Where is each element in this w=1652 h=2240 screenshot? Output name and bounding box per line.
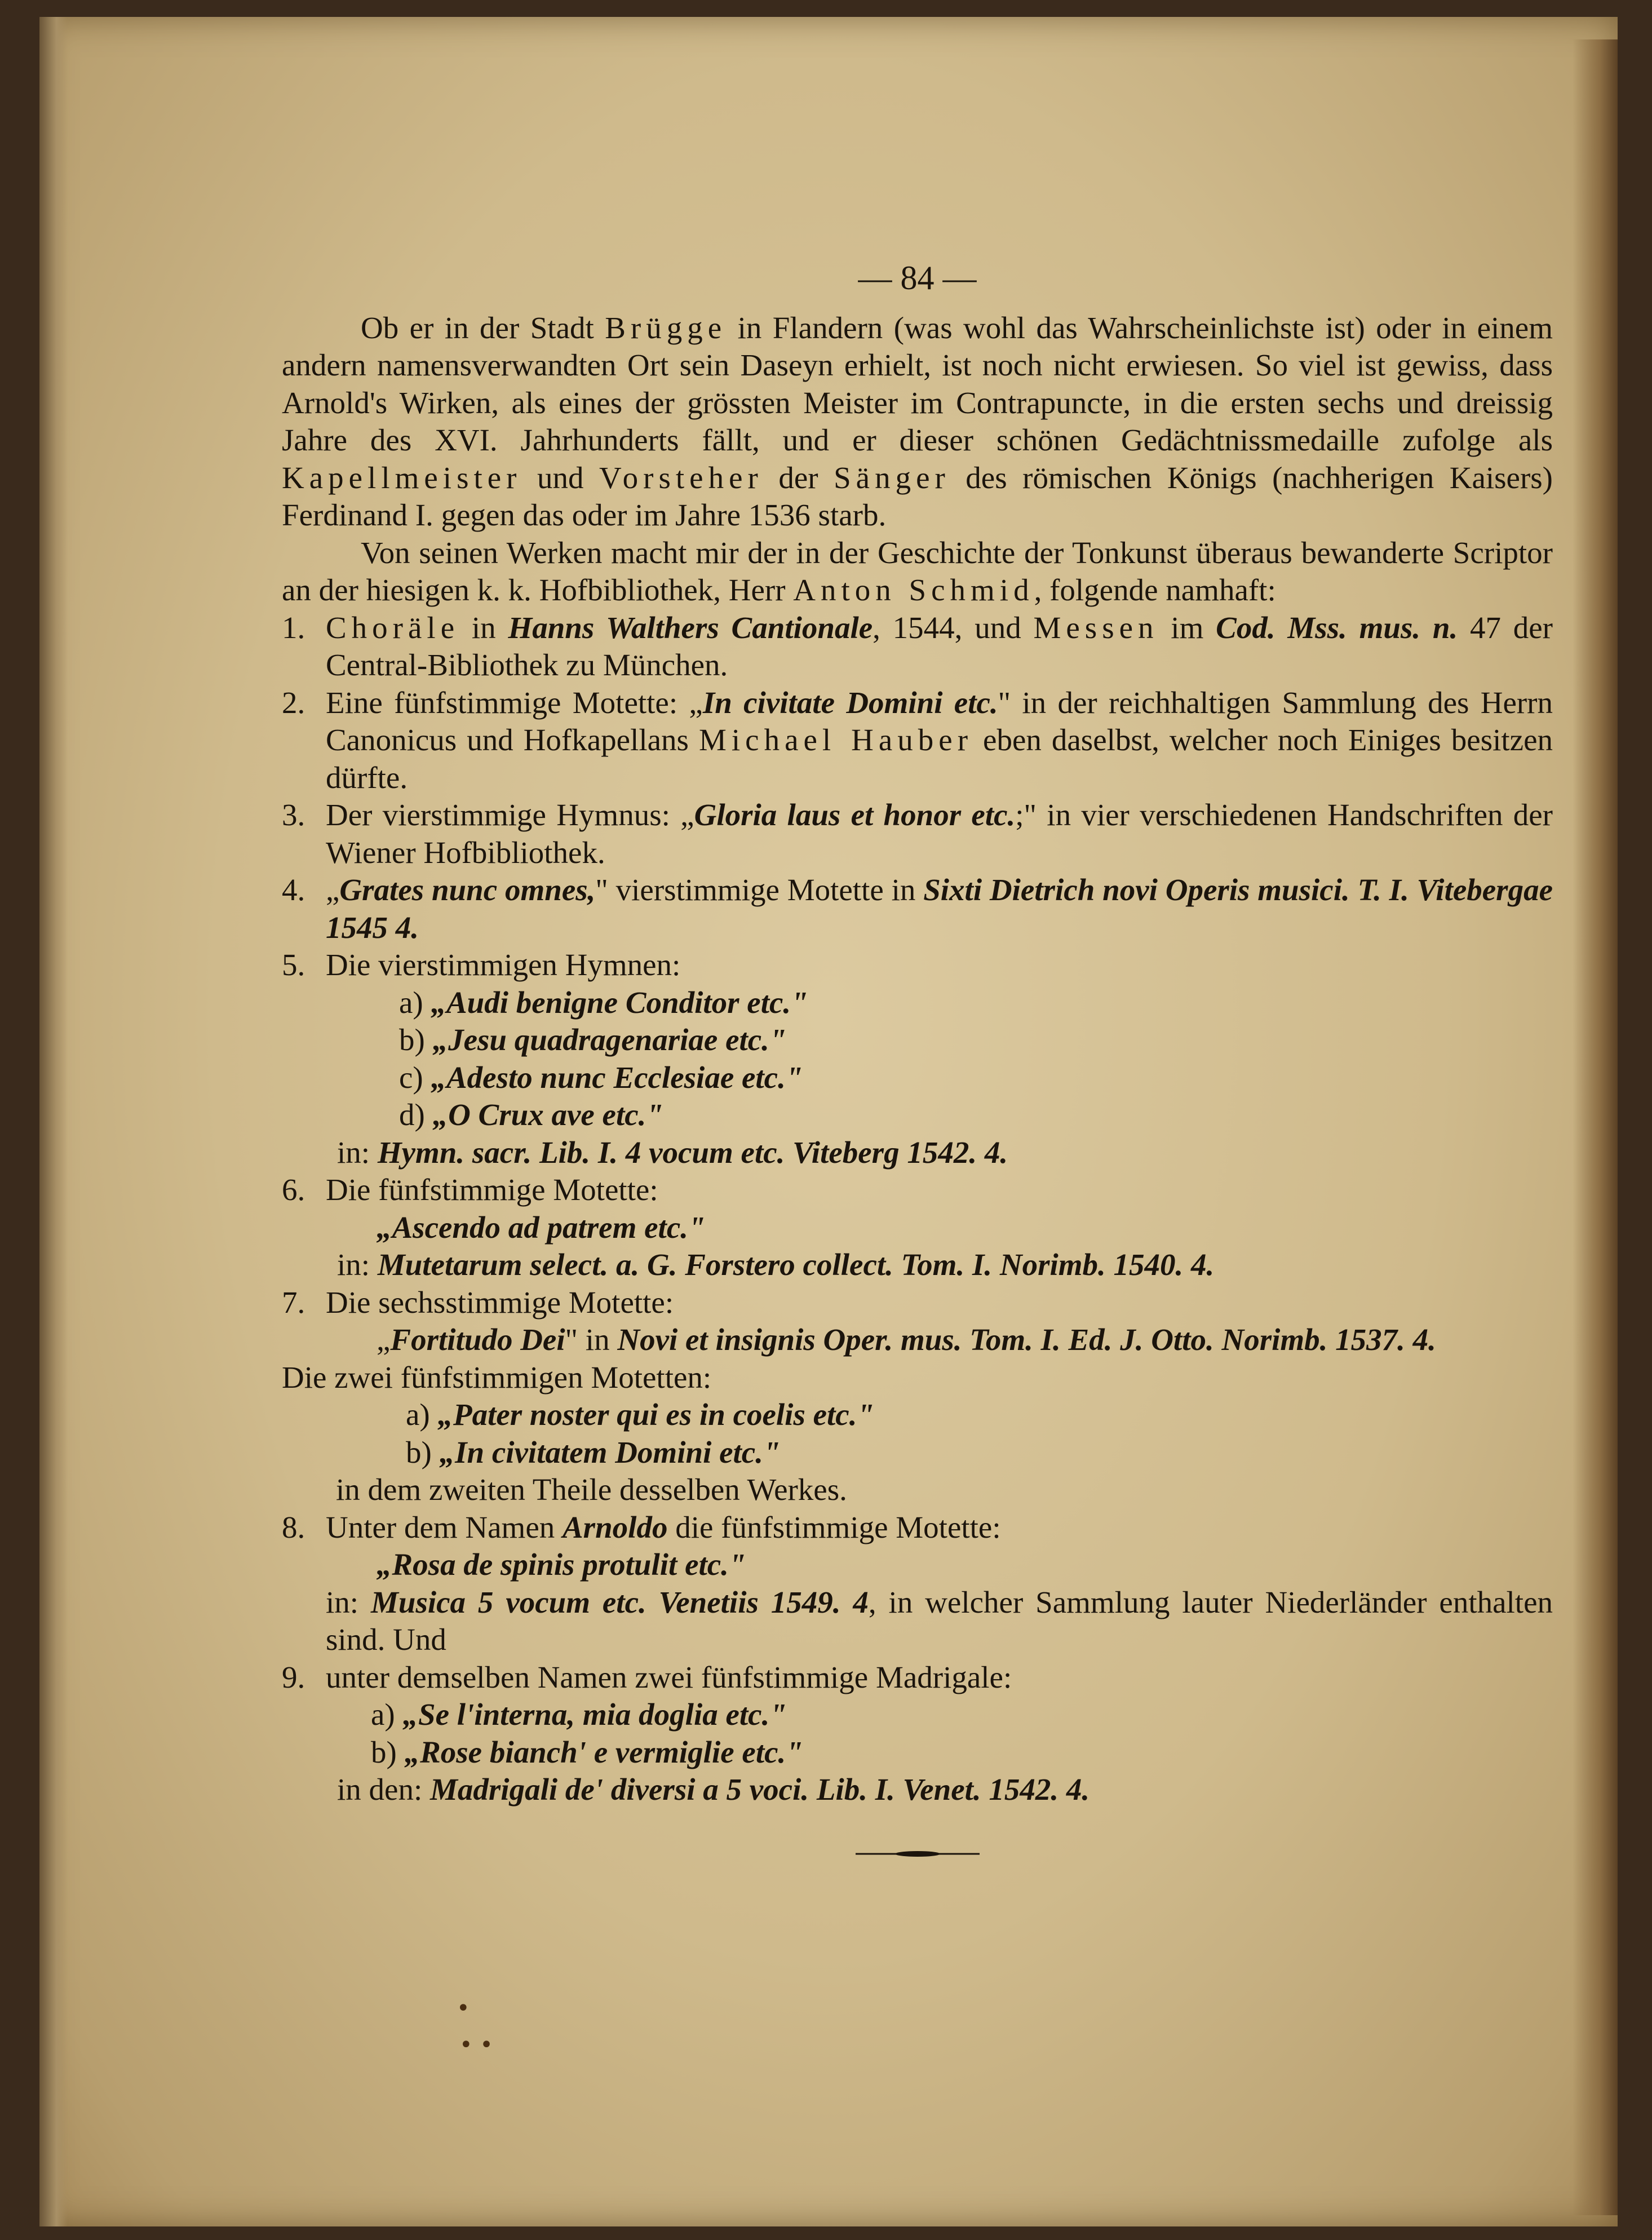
- sub-item: a) „Audi benigne Conditor etc.": [399, 985, 808, 1020]
- list-item: 1. Choräle in Hanns Walthers Cantionale, 1544, und Messen im Cod. Mss. mus. n. 47 der Central-Bibliothek zu München.: [282, 610, 1553, 682]
- page-edge-shadow: [1573, 39, 1618, 2215]
- list-item: 8. Unter dem Namen Arnoldo die fünfstimmige Motette: „Rosa de spinis protulit etc." in: Musica 5 vocum etc. Venetiis 1549. 4, in welcher Sammlung lauter Niederländer enthalten sind. Und: [282, 1509, 1553, 1657]
- end-ornament: [856, 1829, 980, 1837]
- list-item: 2. Eine fünfstimmige Motette: „In civitate Domini etc." in der reichhaltigen Sammlung des Herrn Canonicus und Hofkapellans Michael Hauber eben daselbst, welcher noch Einiges besitzen dürfte.: [282, 685, 1553, 795]
- list-item: 3. Der vierstimmige Hymnus: „Gloria laus et honor etc.;" in vier verschiedenen Handschriften der Wiener Hofbibliothek.: [282, 798, 1553, 870]
- ink-spot-icon: •: [457, 1995, 470, 2021]
- list-item: 6. Die fünfstimmige Motette: „Ascendo ad patrem etc." in: Mutetarum select. a. G. Forstero collect. Tom. I. Norimb. 1540. 4.: [282, 1172, 1215, 1282]
- page-text: [282, 259, 1553, 1837]
- list-item: 4. „Grates nunc omnes," vierstimmige Motette in Sixti Dietrich novi Operis musici. T. I. Vitebergae 1545 4.: [282, 873, 1553, 945]
- paragraph-2: Von seinen Werken macht mir der in der Geschichte der Tonkunst überaus bewanderte Scriptor an der hiesigen k. k. Hofbibliothek, Herr Anton Schmid, folgende namhaft:: [282, 535, 1553, 607]
- sub-item: a) „Se l'interna, mia doglia etc.": [371, 1697, 787, 1732]
- sub-item: a) „Pater noster qui es in coelis etc.": [406, 1397, 874, 1432]
- ink-spot-icon: • •: [459, 2032, 493, 2058]
- list-item: 9. unter demselben Namen zwei fünfstimmige Madrigale: a) „Se l'interna, mia doglia etc." b) „Rose bianch' e vermiglie etc." in den: Madrigali de' diversi a 5 voci. Lib. I. Venet. 1542. 4.: [282, 1659, 1553, 1809]
- sub-item: b) „Jesu quadragenariae etc.": [399, 1022, 787, 1057]
- list-item: 5. Die vierstimmigen Hymnen: a) „Audi benigne Conditor etc." b) „Jesu quadragenariae etc." c) „Adesto nunc Ecclesiae etc." d) „O Crux ave etc." in: Hymn. sacr. Lib. I. 4 vocum etc. Viteberg 1542. 4.: [282, 946, 1553, 1171]
- page-number: — 84 —: [858, 259, 977, 296]
- two-motets: Die zwei fünfstimmigen Motetten: a) „Pater noster qui es in coelis etc." b) „In civitatem Domini etc." in dem zweiten Theile desselben Werkes.: [282, 1359, 1553, 1509]
- list-item: 7. Die sechsstimmige Motette: „Fortitudo Dei" in Novi et insignis Oper. mus. Tom. I. Ed. J. Otto. Norimb. 1537. 4.: [282, 1285, 1436, 1357]
- paragraph-1: Ob er in der Stadt Brügge in Flandern (was wohl das Wahrscheinlichste ist) oder in einem andern namensverwandten Ort sein Daseyn erhielt, ist noch nicht erwiesen. So viel ist gewiss, dass Arnold's Wirken, als eines der grössten Meister im Contrapuncte, in die ersten sechs und dreissig Jahre des XVI. Jahrhunderts fällt, und er dieser schönen Gedächtnissmedaille zufolge als Kapellmeister und Vorsteher der Sänger des römischen Königs (nachherigen Kaisers) Ferdinand I. gegen das oder im Jahre 1536 starb.: [282, 310, 1553, 532]
- sub-item: b) „In civitatem Domini etc.": [406, 1435, 781, 1469]
- book-page: [39, 17, 1618, 2226]
- ornament-line-icon: [856, 1850, 980, 1858]
- sub-item: c) „Adesto nunc Ecclesiae etc.": [399, 1060, 803, 1095]
- sub-item: d) „O Crux ave etc.": [399, 1097, 663, 1132]
- book-spine-shadow: [39, 17, 68, 2226]
- sub-item: b) „Rose bianch' e vermiglie etc.": [371, 1734, 803, 1769]
